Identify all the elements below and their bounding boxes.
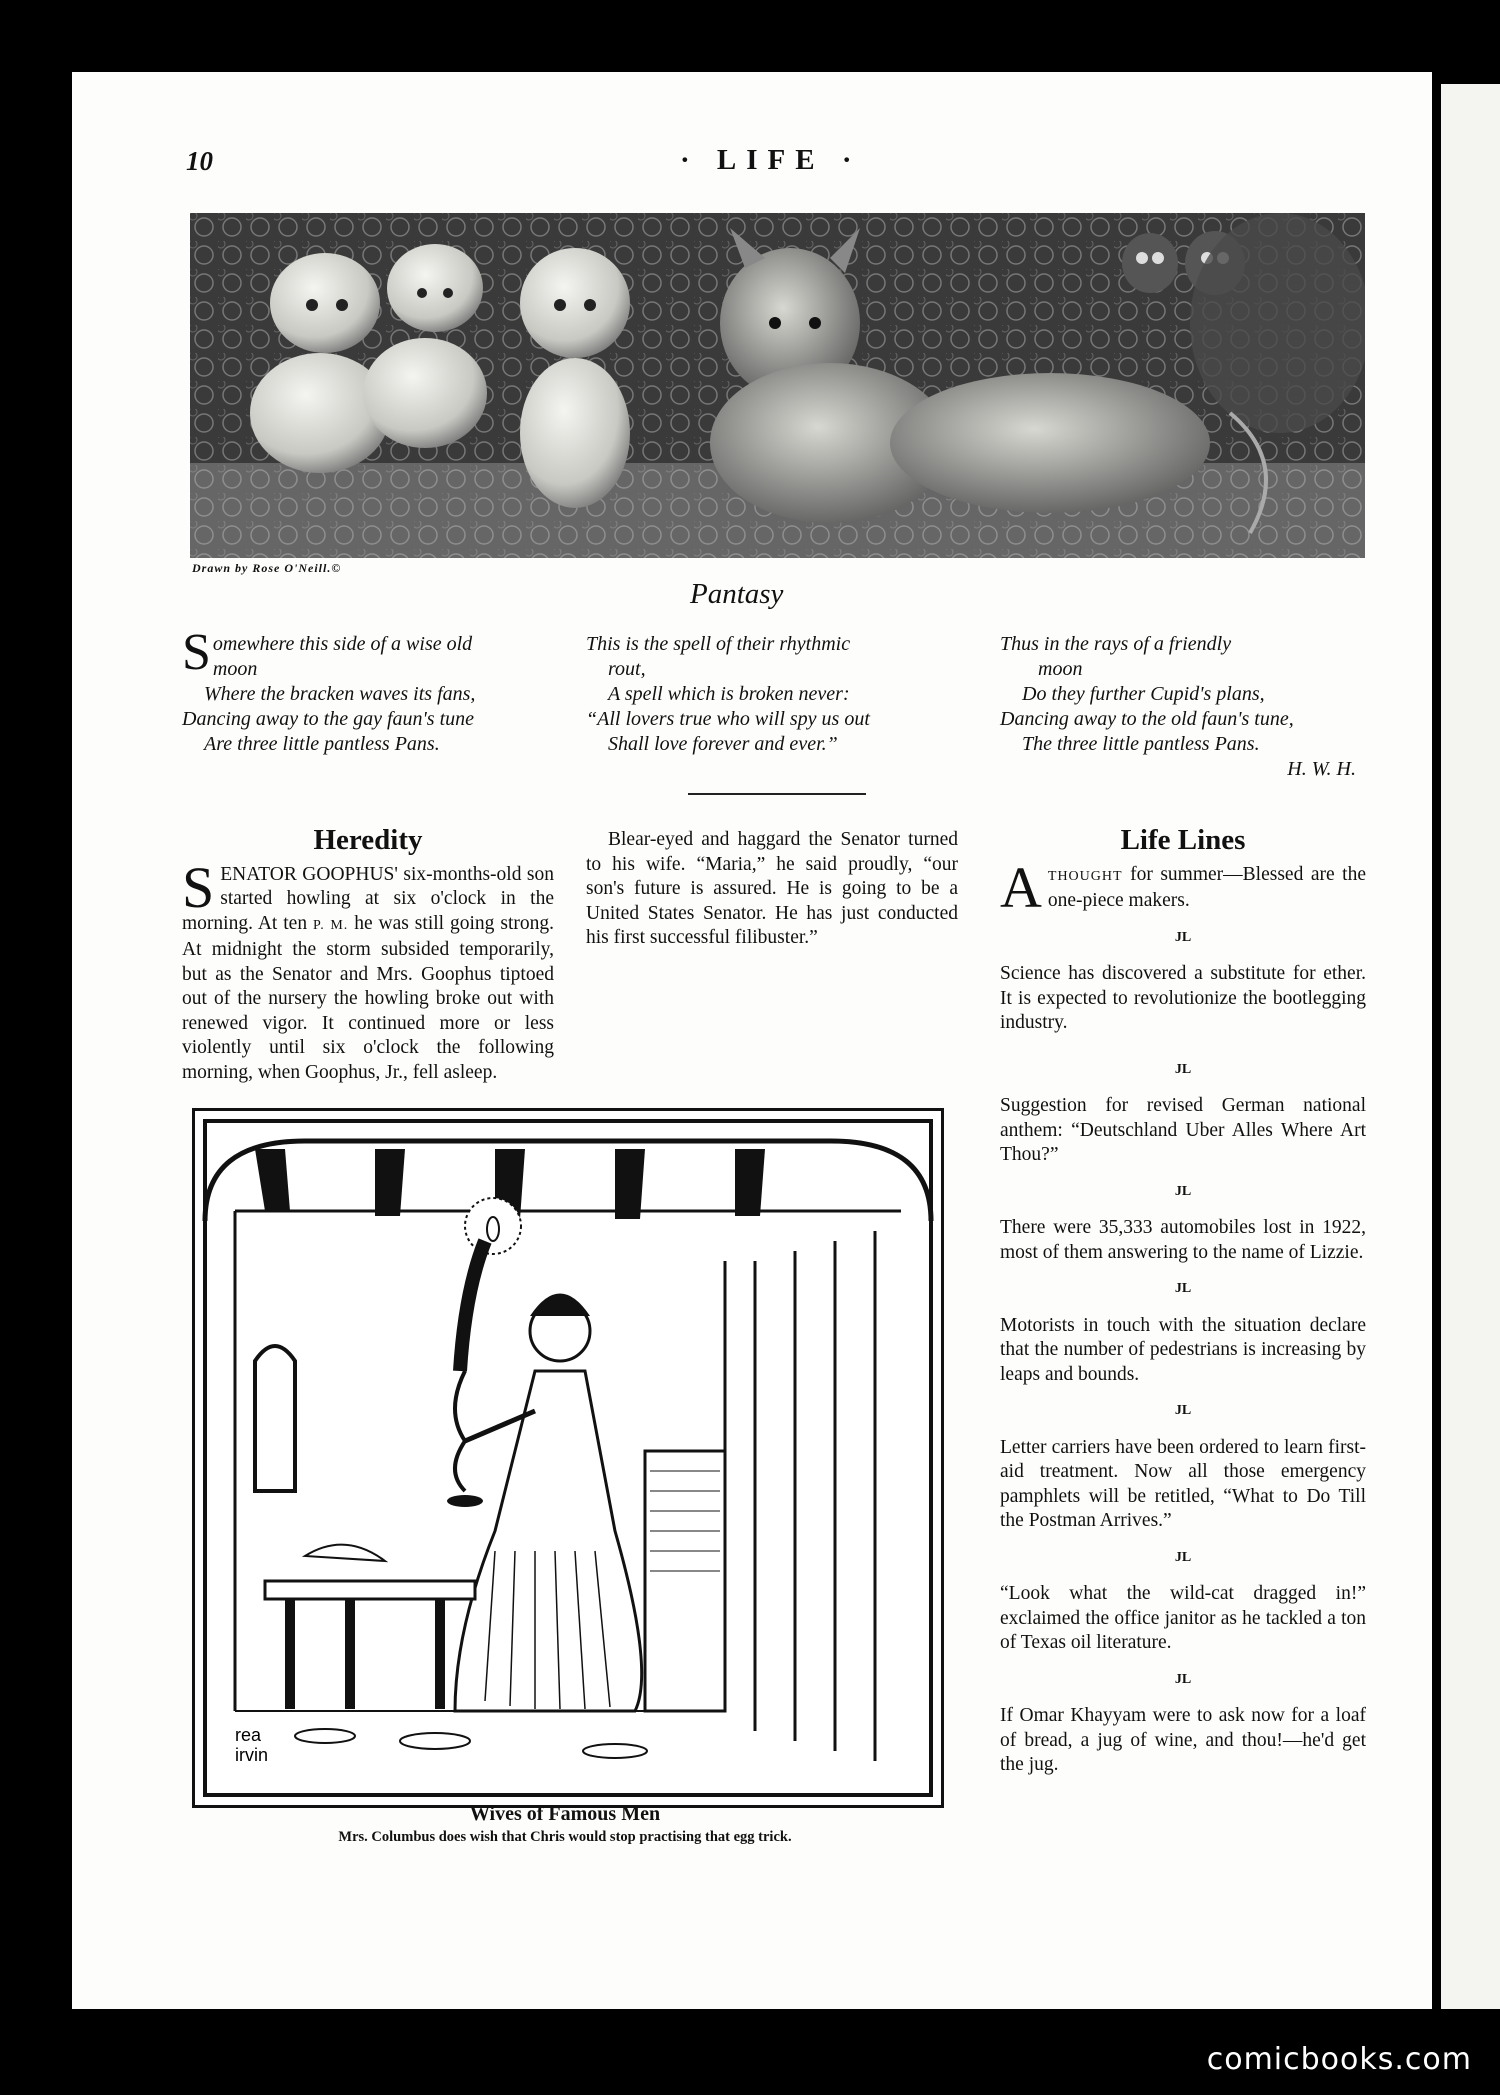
page-number: 10 [186,146,213,176]
life-line-item: Letter carriers have been ordered to learn first-aid treatment. Now all those emergency pamphlets will be retitled, “What to Do Till the Postman Arrives.” [1000,1436,1366,1531]
heredity-article-continued [586,828,958,951]
banner-credit: Drawn by Rose O'Neill.© [192,561,342,575]
section-divider [688,793,866,795]
separator-icon: JL [1174,1183,1192,1199]
heredity-title: Heredity [313,824,423,856]
separator-icon: JL [1174,1549,1192,1565]
cartoon-signature: irvin [235,1745,269,1765]
life-line-item: If Omar Khayyam were to ask now for a loaf of bread, a jug of wine, and thou!—he'd get the jug. [1000,1705,1366,1775]
cartoon-illustration [192,1108,944,1808]
poem-stanza-2: This is the spell of their rhythmic rout, A spell which is broken never: “All lovers true who will spy us out Shall love forever and ever.” [586,633,870,755]
drop-cap: S [182,624,211,681]
heredity-paragraph-2: Blear-eyed and haggard the Senator turned to his wife. “Maria,” he said proudly, “our son's future is assured. He is going to be a United States Senator. He has just conducted his first successful filibuster.” [586,829,958,948]
heredity-article: Heredity SENATOR GOOPHUS' six-months-old son started howling at six o'clock in the morning. At ten P. M. he was still going strong. At midnight the storm subsided temporarily, but as the Senator and Mrs. Goophus tiptoed out of the nursery the howling broke out with renewed vigor. It continued more or less violently until six o'clock the following morning, when Goophus, Jr., fell asleep. [182,824,554,1083]
poem-stanza-3: Thus in the rays of a friendly moon Do they further Cupid's plans, Dancing away to the old faun's tune, The three little pantless Pans. H. W. H. [1000,632,1368,782]
banner-illustration [190,213,1365,558]
separator-icon: JL [1174,1403,1192,1418]
drop-cap: S [182,854,215,920]
life-line-item: Suggestion for revised German national anthem: “Deutschland Uber Alles Where Art Thou?” [1000,1095,1366,1165]
life-lines-title: Life Lines [1120,824,1246,856]
life-line-item: Science has discovered a substitute for ether. It is expected to revolutionize the bootlegging industry. [1000,963,1366,1033]
separator-icon: JL [1174,1281,1192,1296]
poem-signature: H. W. H. [1287,758,1356,780]
separator-icon: JL [1174,1671,1192,1687]
cartoon-caption: Mrs. Columbus does wish that Chris would stop practising that egg trick. [338,1829,792,1845]
magazine-title: · LIFE · [680,144,862,176]
drop-cap: A [1000,854,1042,920]
life-line-item: There were 35,333 automobiles lost in 1922, most of them answering to the name of Lizzie. [1000,1217,1366,1263]
cartoon-caption-title: Wives of Famous Men [469,1803,661,1825]
life-line-item: “Look what the wild-cat dragged in!” exclaimed the office janitor as he tackled a ton of Texas oil literature. [1000,1583,1366,1653]
cartoon-signature: rea [235,1725,262,1745]
next-page-edge [1441,84,1500,2009]
watermark: comicbooks.com [1206,2042,1472,2077]
life-lines-column: Life Lines ATHOUGHT for summer—Blessed are the one-piece makers. JL Science has discovered a substitute for ether. It is expected to revolutionize the bootlegging industry. JL Suggestion for revised German national anthem: “Deutschland Uber Alles Where Art Thou?” JL There were 35,333 automobiles lost in 1922, most of them answering to the name of Lizzie. JL Motorists in touch with the situation declare that the number of pedestrians is increasing by leaps and bounds. JL Letter carriers have been ordered to learn first-aid treatment. Now all those emergency pamphlets will be retitled, “What to Do Till the Postman Arrives.” JL “Look what the wild-cat dragged in!” exclaimed the office janitor as he tackled a ton of Texas oil literature. JL If Omar Khayyam were to ask now for a loaf of bread, a jug of wine, and thou!—he'd get the jug. [1000,828,1366,1778]
separator-icon: JL [1174,929,1192,945]
poem-title: Pantasy [690,578,784,610]
life-line-item: Motorists in touch with the situation declare that the number of pedestrians is increasing by leaps and bounds. [1000,1314,1366,1385]
poem-stanza-1: Somewhere this side of a wise old moon Where the bracken waves its fans, Dancing away to the gay faun's tune Are three little pantless Pans. [182,624,476,755]
separator-icon: JL [1174,1061,1192,1077]
